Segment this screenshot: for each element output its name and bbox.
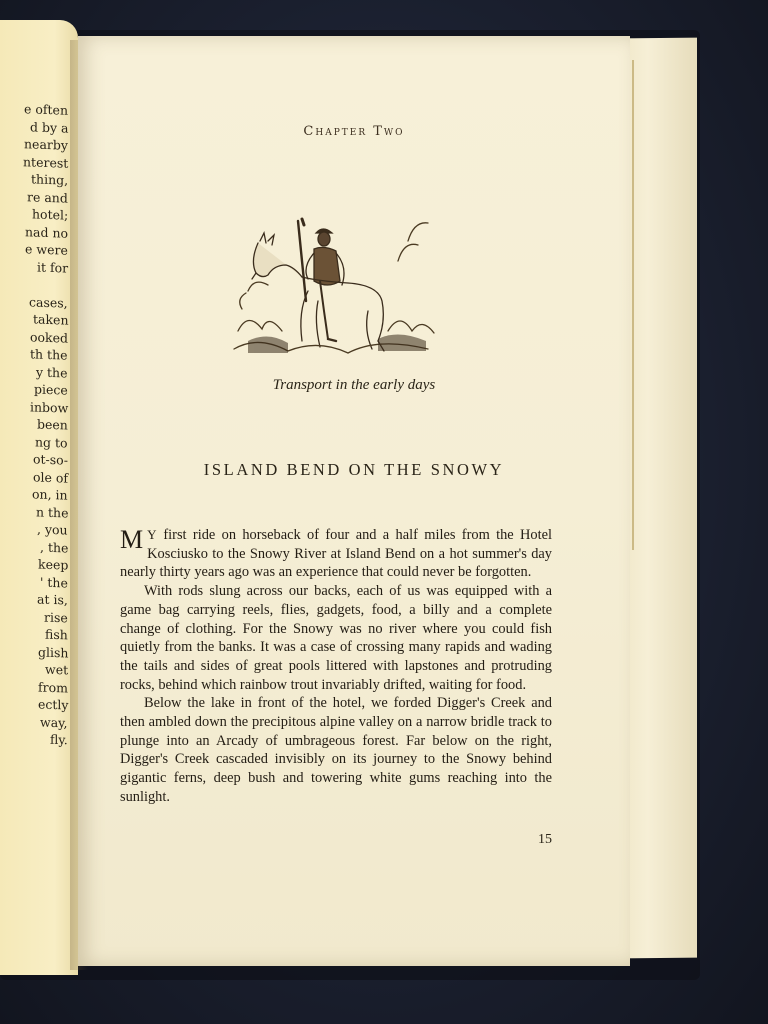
left-page — [0, 20, 78, 975]
first-word-rest: Y — [147, 527, 158, 542]
left-page-line: wet — [44, 661, 68, 678]
drop-cap: M — [120, 525, 144, 554]
paragraph-1-text: first ride on horseback of four and a half miles from the Hotel Kosciusko to the Snowy River at Island Bend on a hot summer's day nearly thirty years ago was an experience that could never be forgotten. — [120, 527, 553, 581]
left-page-line: e were — [25, 241, 68, 258]
page-number: 15 — [538, 832, 552, 847]
left-page-line: way, — [40, 714, 68, 730]
left-page-line: on, in — [32, 486, 68, 503]
section-title: ISLAND BEND ON THE SNOWY — [203, 460, 505, 479]
left-page-line: y the — [36, 363, 68, 381]
left-page-line: at is, — [37, 591, 68, 608]
left-page-line: d by a — [29, 118, 68, 136]
left-page-line: ooked — [29, 328, 68, 346]
body-text — [120, 526, 552, 807]
left-page-line: nearby — [24, 136, 68, 153]
page-edge-line — [632, 60, 634, 550]
left-page-line: n the — [35, 503, 68, 521]
left-page-line: taken — [32, 311, 68, 328]
left-page-line: it for — [36, 258, 68, 276]
left-page-line: ng to — [35, 433, 68, 451]
left-page-line: ectly — [37, 696, 68, 713]
left-page-line: ' the — [40, 574, 68, 590]
left-page-line: glish — [37, 643, 68, 661]
paragraph-2: With rods slung across our backs, each of us was equipped with a game bag carrying reels, flies, gadgets, food, a billy and a complete change of clothing. For the Snowy was no river where you could fish quietly from the banks. It was a case of crossing many rapids and wading the tails and sides of great pools littered with lapstones and protruding rocks, behind which rainbow trout invariably drifted, waiting for food. — [120, 583, 552, 693]
horse-rider-illustration — [228, 181, 440, 361]
paragraph-1 — [120, 526, 552, 582]
left-page-line: piece — [34, 381, 68, 398]
left-page-line: e often — [24, 101, 68, 118]
left-page-line: been — [37, 416, 68, 433]
chapter-heading: Chapter Two — [303, 124, 405, 139]
left-page-line: from — [38, 678, 68, 696]
left-page-line: , you — [37, 521, 68, 538]
left-page-line: cases, — [29, 293, 68, 311]
paragraph-3: Below the lake in front of the hotel, we forded Digger's Creek and then ambled down the precipitous alpine valley on a narrow bridle track to plunge into an Arcady of umbrageous forest. Far below on the right, Digger's Creek cascaded invisibly on its journey to the Snowy behind gigantic ferns, deep bush and towering white gums reaching into the sunlight. — [120, 695, 552, 805]
left-page-line: thing, — [30, 171, 68, 188]
left-page-line: th the — [30, 346, 68, 363]
left-page-line: keep — [37, 556, 68, 573]
left-page-line: ole of — [32, 468, 68, 486]
left-page-line: inbow — [29, 398, 68, 416]
left-page-line: nterest — [22, 153, 68, 171]
left-page-line: ot-so- — [33, 451, 68, 468]
illustration-caption: Transport in the early days — [272, 377, 436, 393]
left-page-line: fish — [45, 626, 68, 643]
right-page — [78, 36, 630, 966]
left-page-line: nad no — [24, 223, 68, 241]
left-page-line: fly. — [50, 731, 68, 748]
left-page-line: re and — [27, 188, 68, 206]
left-page-line: hotel; — [31, 206, 68, 223]
left-page-line: , the — [39, 539, 68, 555]
left-page-line: rise — [44, 609, 68, 625]
